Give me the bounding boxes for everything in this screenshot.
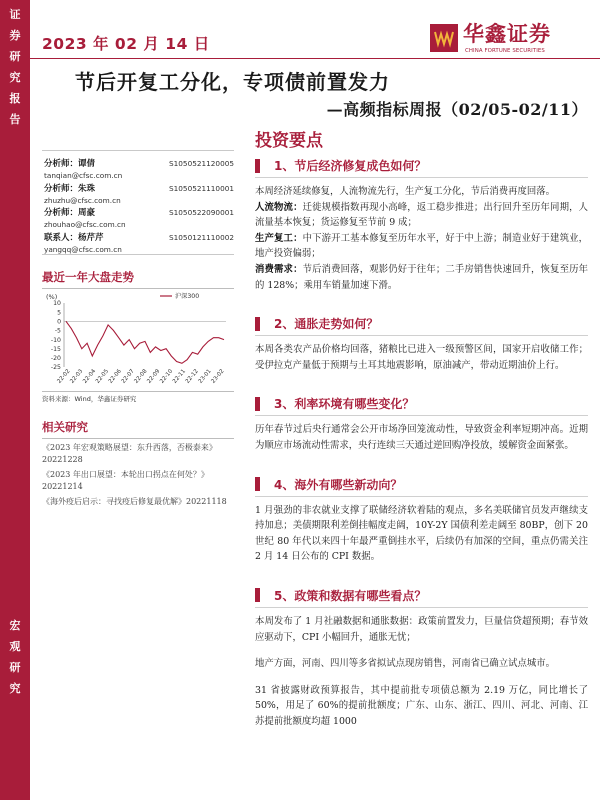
x-tick-label: 22-02: [56, 367, 72, 385]
x-tick-label: 22-09: [146, 367, 162, 385]
chart-title: 最近一年大盘走势: [42, 269, 234, 289]
market-line-chart: [42, 291, 234, 391]
analyst-item: [44, 206, 234, 231]
related-research-item: 《2023 年宏观策略展望：东升西落，否极泰来》20221228: [42, 442, 217, 464]
y-tick-label: 10: [53, 299, 61, 307]
x-tick-label: 22-12: [184, 367, 200, 385]
analyst-cert: S1050521120005: [169, 159, 234, 168]
x-tick-label: 22-06: [107, 367, 123, 385]
analyst-cert: S1050521110001: [169, 183, 234, 193]
related-research-title: 相关研究: [42, 419, 234, 439]
section-marker: [255, 397, 260, 411]
related-research-item: 《海外疫后启示：寻找疫后修复最优解》20221118: [42, 497, 227, 507]
main-content: [255, 157, 588, 729]
x-tick-label: 22-03: [69, 367, 85, 385]
section-title: 2、通胀走势如何？: [274, 317, 379, 332]
side-char: 观: [9, 640, 21, 653]
analyst-name: 分析师：朱珠: [44, 183, 96, 194]
y-axis-unit: (%): [46, 292, 58, 301]
side-char: 研: [9, 50, 21, 63]
section-1: [255, 157, 588, 293]
section-2: [255, 315, 588, 373]
side-char: 告: [9, 113, 21, 126]
side-char: 券: [9, 29, 21, 42]
paragraph: 本周各类农产品价格均回落，猪粮比已进入一级预警区间，国家开启收储工作；受伊拉克产量低于预期与土耳其地震影响，原油减产，带动近期油价上行。: [255, 344, 588, 371]
analyst-name: 联系人：杨芹芹: [44, 232, 104, 243]
section-3: [255, 395, 588, 453]
section-marker: [255, 317, 260, 331]
side-char: 宏: [9, 619, 21, 632]
side-label-top: [0, 0, 30, 130]
paragraph: 消费需求：节后消费回落，观影仍好于往年；二手房销售快速回升，恢复至历年的 128%；乘用车销量加速下滑。: [255, 263, 588, 291]
side-char: 研: [9, 661, 21, 674]
x-tick-label: 22-05: [94, 367, 111, 385]
report-title: 节后开复工分化，专项债前置发力: [75, 70, 390, 94]
analyst-email: tanqian@cfsc.com.cn: [44, 171, 123, 180]
section-heading: 投资要点: [255, 131, 323, 151]
section-marker: [255, 159, 260, 173]
legend-label: 沪深300: [175, 292, 200, 300]
paragraph: 历年春节过后央行通常会公开市场净回笼流动性，导致资金利率短期冲高。近期为顺应市场流动性需求，央行连续三天通过逆回购净投放，缓解资金面紧张。: [255, 424, 588, 451]
analyst-item: [44, 182, 234, 207]
analyst-cert: S1050522090001: [169, 208, 234, 217]
section-title: 3、利率环境有哪些变化？: [274, 397, 415, 412]
paragraph: 生产复工：中下游开工基本修复至历年水平，好于中上游；制造业好于建筑业，地产投资偏弱；: [255, 232, 588, 260]
side-char: 报: [9, 92, 21, 105]
paragraph-lead: 人流物流：: [255, 201, 303, 213]
x-tick-label: 22-10: [159, 367, 175, 385]
y-tick-label: 0: [57, 317, 61, 325]
header-divider: [30, 58, 600, 59]
x-tick-label: 22-08: [133, 367, 149, 385]
analyst-item: [44, 231, 234, 254]
analyst-name: 分析师：周豪: [44, 208, 96, 218]
paragraph-lead: 生产复工：: [255, 232, 303, 244]
report-date: 2023 年 02 月 14 日: [42, 35, 210, 53]
analyst-name: 分析师：谭倩: [44, 159, 96, 169]
paragraph-lead: 消费需求：: [255, 263, 303, 275]
company-logo: [430, 12, 598, 54]
section-4: [255, 476, 588, 565]
series-line-hs300: [66, 321, 224, 363]
side-char: 证: [9, 8, 21, 21]
side-label-bottom: [0, 615, 30, 699]
analyst-email: yangqq@cfsc.com.cn: [44, 244, 122, 254]
section-5: [255, 587, 588, 730]
y-tick-label: 5: [57, 308, 61, 316]
y-tick-label: -10: [50, 336, 61, 344]
logo-subtext: CHINA FORTUNE SECURITIES: [465, 48, 545, 54]
x-tick-label: 22-04: [82, 367, 98, 385]
analyst-email: zhouhao@cfsc.com.cn: [44, 220, 126, 229]
side-char: 究: [9, 71, 21, 84]
report-subtitle: —高频指标周报（02/05-02/11）: [326, 100, 588, 119]
analyst-item: [44, 157, 234, 182]
paragraph: 本周经济延续修复，人流物流先行，生产复工分化，节后消费再度回落。: [255, 186, 556, 197]
paragraph: 人流物流：迁徙规模指数再现小高峰，返工稳步推进；出行回升至历年同期，人流量基本恢复；货运修复至节前 9 成；: [255, 201, 588, 229]
y-tick-label: -5: [54, 327, 61, 335]
section-marker: [255, 477, 260, 491]
x-tick-label: 22-07: [120, 367, 136, 385]
logo-mark-icon: [430, 24, 458, 52]
sidebar: [42, 150, 234, 509]
related-research-item: 《2023 年出口展望：本轮出口拐点在何处？》20221214: [42, 469, 209, 492]
x-tick-label: 22-11: [171, 367, 188, 385]
side-char: 究: [9, 682, 21, 695]
paragraph: 本周发布了 1 月社融数据和通胀数据：政策前置发力，巨量信贷超预期；春节效应驱动下，CPI 小幅回升，通胀无忧；: [255, 615, 588, 643]
section-marker: [255, 588, 260, 602]
paragraph: 1 月强劲的非农就业支撑了联储经济软着陆的观点，多名美联储官员发声继续支持加息；美债期限利差倒挂幅度走阔，10Y-2Y 国债利差走阔至 80BP，创下 20 世纪 80 年代以来四十年最严重倒挂水平，后续仍有加深的空间，重点仍需关注 2 月 14 日公布的 CPI 数据。: [255, 504, 588, 563]
logo-text: 华鑫证券: [463, 22, 551, 46]
y-tick-label: -20: [50, 354, 61, 362]
paragraph: 地产方面，河南、四川等多省拟试点现房销售，河南省已确立试点城市。: [255, 658, 556, 670]
section-title: 1、节后经济修复成色如何？: [274, 159, 427, 173]
y-tick-label: -15: [50, 345, 61, 353]
x-tick-label: 23-02: [210, 367, 226, 385]
analyst-list: [42, 150, 234, 255]
analyst-email: zhuzhu@cfsc.com.cn: [44, 195, 121, 205]
section-title: 4、海外有哪些新动向？: [274, 477, 403, 492]
chart-source: 资料来源：Wind，华鑫证券研究: [42, 391, 234, 403]
y-tick-label: -25: [50, 363, 61, 371]
section-title: 5、政策和数据有哪些看点？: [274, 588, 427, 603]
paragraph: 31 省披露财政预算报告，其中提前批专项债总额为 2.19 万亿，同比增长了 50%，用足了 60%的提前批额度；广东、山东、浙江、四川、河北、河南、江苏提前批额度均超 1000: [255, 684, 588, 727]
analyst-cert: S1050121110002: [169, 232, 234, 242]
x-tick-label: 23-01: [197, 367, 213, 385]
